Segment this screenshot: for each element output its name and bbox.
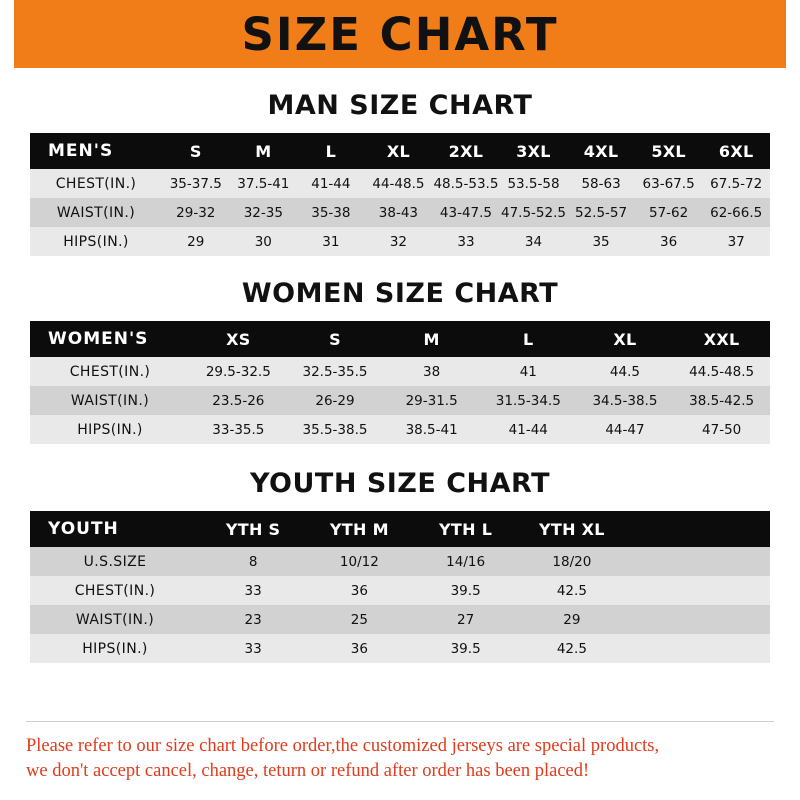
women-header-label: WOMEN'S — [30, 321, 190, 357]
row-label: CHEST(IN.) — [30, 576, 200, 605]
table-row — [30, 357, 770, 386]
cell: 57-62 — [635, 198, 703, 227]
cell: 33 — [432, 227, 500, 256]
note-line-2: we don't accept cancel, change, teturn or refund after order has been placed! — [26, 761, 590, 781]
cell: 38.5-41 — [383, 415, 480, 444]
men-table-wrap — [30, 133, 770, 256]
cell: 37 — [702, 227, 770, 256]
cell: 36 — [306, 576, 412, 605]
cell: 44-48.5 — [365, 169, 433, 198]
women-header-cell: XL — [577, 321, 674, 357]
table-row — [30, 386, 770, 415]
youth-header-cell: YTH S — [200, 511, 306, 547]
youth-header-cell: YTH L — [413, 511, 519, 547]
cell: 26-29 — [287, 386, 384, 415]
table-row — [30, 605, 770, 634]
cell: 44.5-48.5 — [673, 357, 770, 386]
cell: 34 — [500, 227, 568, 256]
cell: 38.5-42.5 — [673, 386, 770, 415]
women-size-table — [30, 321, 770, 444]
cell: 33-35.5 — [190, 415, 287, 444]
cell: 35.5-38.5 — [287, 415, 384, 444]
cell: 23.5-26 — [190, 386, 287, 415]
cell: 32 — [365, 227, 433, 256]
women-header-cell: S — [287, 321, 384, 357]
table-row — [30, 547, 770, 576]
cell: 39.5 — [413, 634, 519, 663]
cell: 35-38 — [297, 198, 365, 227]
banner-edge-right — [786, 0, 800, 68]
youth-size-table — [30, 511, 770, 663]
cell: 67.5-72 — [702, 169, 770, 198]
cell: 34.5-38.5 — [577, 386, 674, 415]
cell: 36 — [306, 634, 412, 663]
cell: 41-44 — [297, 169, 365, 198]
cell: 58-63 — [567, 169, 635, 198]
cell: 44-47 — [577, 415, 674, 444]
cell: 43-47.5 — [432, 198, 500, 227]
men-header-cell: S — [162, 133, 230, 169]
men-header-cell: 5XL — [635, 133, 703, 169]
youth-header-label: YOUTH — [30, 511, 200, 547]
cell: 29-31.5 — [383, 386, 480, 415]
cell: 31.5-34.5 — [480, 386, 577, 415]
table-row — [30, 415, 770, 444]
women-section-title: WOMEN SIZE CHART — [241, 278, 559, 309]
table-row — [30, 634, 770, 663]
women-header-cell: M — [383, 321, 480, 357]
cell: 36 — [635, 227, 703, 256]
cell: 52.5-57 — [567, 198, 635, 227]
youth-header-spacer — [625, 511, 770, 547]
men-header-cell: XL — [365, 133, 433, 169]
men-header-cell: M — [230, 133, 298, 169]
cell: 38-43 — [365, 198, 433, 227]
cell: 41 — [480, 357, 577, 386]
women-header-cell: XS — [190, 321, 287, 357]
men-header-cell: 4XL — [567, 133, 635, 169]
header-banner — [0, 0, 800, 68]
row-label: CHEST(IN.) — [30, 357, 190, 386]
cell: 38 — [383, 357, 480, 386]
cell: 18/20 — [519, 547, 625, 576]
cell: 31 — [297, 227, 365, 256]
cell: 41-44 — [480, 415, 577, 444]
youth-header-cell: YTH M — [306, 511, 412, 547]
youth-header-cell: YTH XL — [519, 511, 625, 547]
women-header-cell: L — [480, 321, 577, 357]
table-header-row — [30, 133, 770, 169]
men-header-cell: L — [297, 133, 365, 169]
cell: 37.5-41 — [230, 169, 298, 198]
row-label: HIPS(IN.) — [30, 634, 200, 663]
cell: 25 — [306, 605, 412, 634]
cell-spacer — [625, 576, 770, 605]
men-size-table — [30, 133, 770, 256]
cell: 29.5-32.5 — [190, 357, 287, 386]
table-header-row — [30, 511, 770, 547]
cell: 47.5-52.5 — [500, 198, 568, 227]
men-header-label: MEN'S — [30, 133, 162, 169]
row-label: WAIST(IN.) — [30, 198, 162, 227]
banner-edge-left — [0, 0, 14, 68]
cell: 23 — [200, 605, 306, 634]
cell: 44.5 — [577, 357, 674, 386]
table-header-row — [30, 321, 770, 357]
cell: 10/12 — [306, 547, 412, 576]
cell: 32.5-35.5 — [287, 357, 384, 386]
cell: 48.5-53.5 — [432, 169, 500, 198]
cell-spacer — [625, 634, 770, 663]
cell: 39.5 — [413, 576, 519, 605]
row-label: CHEST(IN.) — [30, 169, 162, 198]
table-row — [30, 576, 770, 605]
cell-spacer — [625, 605, 770, 634]
cell: 8 — [200, 547, 306, 576]
cell: 29 — [162, 227, 230, 256]
row-label: HIPS(IN.) — [30, 227, 162, 256]
cell: 32-35 — [230, 198, 298, 227]
cell: 63-67.5 — [635, 169, 703, 198]
cell: 42.5 — [519, 634, 625, 663]
women-table-wrap — [30, 321, 770, 444]
table-row — [30, 198, 770, 227]
cell: 29 — [519, 605, 625, 634]
note-divider — [26, 721, 774, 722]
cell: 33 — [200, 634, 306, 663]
cell: 35 — [567, 227, 635, 256]
youth-table-wrap — [30, 511, 770, 663]
cell: 53.5-58 — [500, 169, 568, 198]
cell: 62-66.5 — [702, 198, 770, 227]
table-row — [30, 227, 770, 256]
cell: 30 — [230, 227, 298, 256]
men-header-cell: 6XL — [702, 133, 770, 169]
row-label: U.S.SIZE — [30, 547, 200, 576]
row-label: WAIST(IN.) — [30, 605, 200, 634]
page-title: SIZE CHART — [241, 7, 559, 61]
row-label: HIPS(IN.) — [30, 415, 190, 444]
cell-spacer — [625, 547, 770, 576]
cell: 47-50 — [673, 415, 770, 444]
men-header-cell: 3XL — [500, 133, 568, 169]
cell: 27 — [413, 605, 519, 634]
women-header-cell: XXL — [673, 321, 770, 357]
footer-note — [0, 721, 800, 784]
cell: 33 — [200, 576, 306, 605]
cell: 35-37.5 — [162, 169, 230, 198]
row-label: WAIST(IN.) — [30, 386, 190, 415]
cell: 29-32 — [162, 198, 230, 227]
table-row — [30, 169, 770, 198]
youth-section-title: YOUTH SIZE CHART — [249, 468, 551, 499]
note-line-1: Please refer to our size chart before order,the customized jerseys are special products, — [26, 736, 660, 756]
cell: 14/16 — [413, 547, 519, 576]
men-section-title: MAN SIZE CHART — [267, 90, 533, 121]
cell: 42.5 — [519, 576, 625, 605]
men-header-cell: 2XL — [432, 133, 500, 169]
